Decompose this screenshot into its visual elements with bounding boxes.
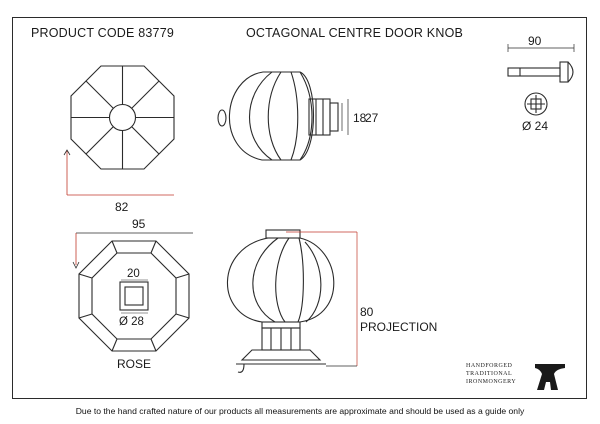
neck-inner-label: 18 <box>353 111 367 125</box>
projection-value-label: 80 <box>360 305 374 319</box>
rose-square-label: 20 <box>127 268 140 280</box>
logo-line-2: TRADITIONAL <box>466 371 513 377</box>
anvil-icon <box>532 360 568 392</box>
spindle-end-view <box>525 93 547 115</box>
product-name: OCTAGONAL CENTRE DOOR KNOB <box>246 26 464 40</box>
rose-inner-diameter-label: Ø 28 <box>119 316 144 328</box>
knob-width-label: 82 <box>115 200 129 214</box>
spindle-length-label: 90 <box>528 34 542 48</box>
spindle-diameter-label: Ø 24 <box>522 119 549 133</box>
spindle-side-view <box>508 44 574 82</box>
projection-dimension <box>286 232 357 366</box>
rose-width-label: 95 <box>132 217 146 231</box>
knob-width-dimension <box>64 150 174 195</box>
knob-rose-side-view <box>227 230 333 372</box>
logo-line-3: IRONMONGERY <box>466 379 517 385</box>
projection-label: PROJECTION <box>360 320 438 334</box>
product-code: PRODUCT CODE 83779 <box>31 26 174 40</box>
brand-logo-text <box>466 362 528 386</box>
footer-disclaimer: Due to the hand crafted nature of our products all measurements are approximate and should be used as a guide only <box>75 406 525 416</box>
knob-face-view <box>71 66 174 169</box>
brand-logo <box>466 360 584 394</box>
rose-face-view <box>73 233 193 351</box>
neck-outer-label: 27 <box>365 111 379 125</box>
knob-side-view <box>218 72 338 160</box>
logo-line-1: HANDFORGED <box>466 363 513 369</box>
neck-dimensions <box>342 99 348 135</box>
rose-label: ROSE <box>117 357 152 371</box>
